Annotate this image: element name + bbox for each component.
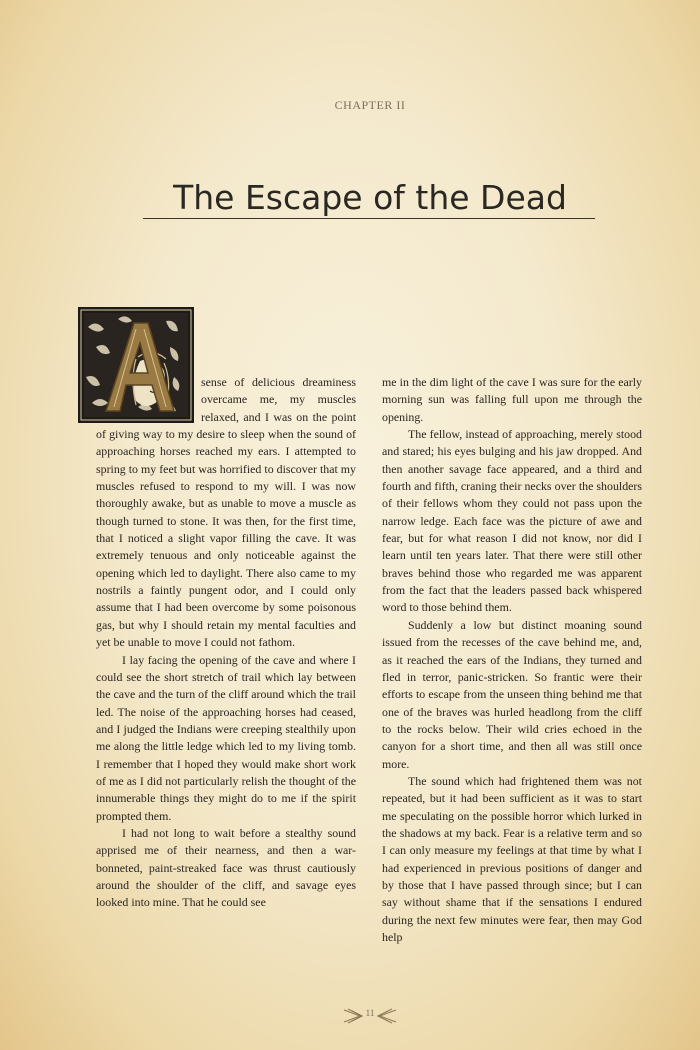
chapter-title: The Escape of the Dead bbox=[173, 178, 567, 217]
paragraph: I had not long to wait before a stealthy sound apprised me of their nearness, and then a war-bonneted, paint-streaked face was thrust cautiously around the shoulder of the cliff, and savage eyes looked into mine. That he could see bbox=[96, 825, 356, 910]
text-column-left bbox=[96, 374, 356, 912]
paragraph: Suddenly a low but distinct moaning sound issued from the recesses of the cave behind me, and, as it reached the ears of the Indians, they turned and fled in terror, panic-stricken. So frantic were their efforts to escape from the unseen thing behind me that one of the braves was hurled headlong from the cliff to the rocks below. Their wild cries echoed in the canyon for a short time, and then all was still once more. bbox=[382, 617, 642, 771]
title-underline bbox=[143, 218, 595, 219]
paragraph: sense of delicious dreaminess overcame me, my muscles relaxed, and I was on the point of giving way to my desire to sleep when the sound of approaching horses reached my ears. I attempted to spring to my feet but was horrified to discover that my muscles refused to respond to my will. I was now thoroughly awake, but as unable to move a muscle as though turned to stone. It was then, for the first time, that I noticed a slight vapor filling the cave. It was extremely tenuous and only noticeable against the opening which led to daylight. There also came to my nostrils a faintly pungent odor, and I could only assume that I had been overcome by some poisonous gas, but why I should retain my mental faculties and yet be unable to move I could not fathom. bbox=[96, 375, 356, 650]
text-column-right bbox=[382, 374, 642, 946]
paragraph: The fellow, instead of approaching, merely stood and stared; his eyes bulging and his jaw dropped. And then another savage face appeared, and a third and fourth and fifth, craning their necks over the shoulders of their fellows whom they could not pass upon the narrow ledge. Each face was the picture of awe and fear, but for what reason I did not know, nor did I learn until ten years later. That there were still other braves behind those who regarded me was apparent from the fact that the leaders passed back whispered word to those behind them. bbox=[382, 427, 642, 615]
paragraph: I lay facing the opening of the cave and where I could see the short stretch of trail which lay between the cave and the turn of the cliff around which the trail led. The noise of the approaching horses had ceased, and I judged the Indians were creeping stealthily upon me along the little ledge which led to my living tomb. I remember that I hoped they would make short work of me as I did not particularly relish the thought of the innumerable things they might do to me if the spirit prompted them. bbox=[96, 652, 356, 823]
paragraph: me in the dim light of the cave I was sure for the early morning sun was falling full upon me through the opening. bbox=[382, 375, 642, 424]
chapter-label: CHAPTER II bbox=[334, 98, 406, 112]
drop-cap-spacer bbox=[96, 374, 201, 426]
paragraph: The sound which had frightened them was not repeated, but it had been sufficient as it was to start me speculating on the possible horror which lurked in the shadows at my back. Fear is a relative term and so I can only measure my feelings at that time by what I had experienced in previous positions of danger and by those that I have passed through since; but I can say without shame that if the sensations I endured during the next few minutes were fear, then may God help bbox=[382, 773, 642, 944]
page-number: 11 bbox=[365, 1008, 375, 1018]
